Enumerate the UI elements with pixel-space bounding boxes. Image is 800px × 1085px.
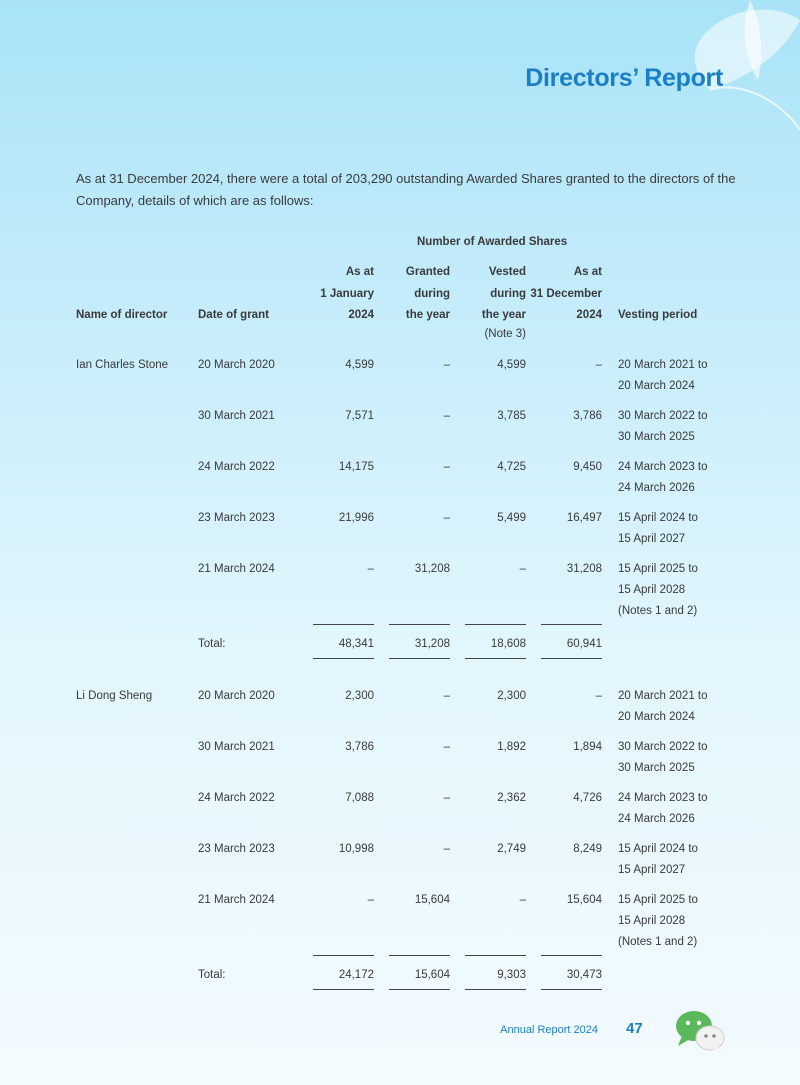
cell-c3: 2,300 — [497, 690, 526, 702]
column-header-c2: during — [414, 288, 450, 300]
vesting-period: (Notes 1 and 2) — [618, 936, 698, 948]
total-label: Total: — [198, 969, 226, 981]
cell-c2: – — [443, 359, 450, 371]
cell-c2: – — [443, 792, 450, 804]
column-header-c1: As at — [345, 266, 374, 278]
cell-c3: – — [519, 894, 526, 906]
cell-c1: 7,571 — [345, 410, 374, 422]
total-underline — [389, 658, 450, 659]
grant-date: 24 March 2022 — [198, 792, 275, 804]
cell-c1: 10,998 — [338, 843, 374, 855]
total-rule — [313, 624, 374, 625]
column-header-c4: As at — [573, 266, 602, 278]
total-rule — [389, 624, 450, 625]
intro-paragraph: As at 31 December 2024, there were a total of 203,290 outstanding Awarded Shares granted to the directors of the Company, details of which are as follows: — [76, 171, 736, 208]
column-header-c2: Granted — [405, 266, 450, 278]
cell-c3: 2,362 — [497, 792, 526, 804]
vesting-period: 20 March 2021 to — [618, 690, 708, 702]
cell-c4: 4,726 — [573, 792, 602, 804]
director-name: Li Dong Sheng — [76, 690, 153, 702]
cell-c1: 3,786 — [345, 741, 374, 753]
vesting-period: (Notes 1 and 2) — [618, 605, 698, 617]
cell-c4: 9,450 — [573, 461, 602, 473]
cell-c3: 3,785 — [497, 410, 526, 422]
vesting-period: 30 March 2022 to — [618, 741, 708, 753]
footer-report-label: Annual Report 2024 — [500, 1024, 598, 1036]
grant-date: 23 March 2023 — [198, 843, 275, 855]
vesting-period: 24 March 2023 to — [618, 792, 708, 804]
column-header-c1: 1 January — [320, 288, 374, 300]
grant-date: 24 March 2022 — [198, 461, 275, 473]
total-c2: 15,604 — [414, 969, 450, 981]
total-c4: 30,473 — [566, 969, 602, 981]
cell-c2: – — [443, 741, 450, 753]
total-underline — [389, 989, 450, 990]
cell-c4: 15,604 — [566, 894, 602, 906]
column-header-name: Name of director — [76, 309, 168, 321]
page-number: 47 — [626, 1020, 643, 1037]
total-c4: 60,941 — [566, 638, 602, 650]
cell-c2: 15,604 — [414, 894, 450, 906]
vesting-period: 15 April 2028 — [618, 584, 686, 596]
total-rule — [389, 955, 450, 956]
total-rule — [541, 624, 602, 625]
grant-date: 30 March 2021 — [198, 410, 275, 422]
cell-c4: – — [595, 359, 602, 371]
vesting-period: 20 March 2021 to — [618, 359, 708, 371]
total-underline — [313, 658, 374, 659]
vesting-period: 30 March 2022 to — [618, 410, 708, 422]
total-c1: 24,172 — [338, 969, 374, 981]
grant-date: 21 March 2024 — [198, 563, 275, 575]
group-header: Number of Awarded Shares — [417, 236, 568, 248]
grant-date: 30 March 2021 — [198, 741, 275, 753]
total-underline — [313, 989, 374, 990]
vesting-period: 20 March 2024 — [618, 711, 695, 723]
vesting-period: 15 April 2028 — [618, 915, 686, 927]
cell-c2: – — [443, 690, 450, 702]
total-rule — [465, 955, 526, 956]
total-c1: 48,341 — [338, 638, 374, 650]
cell-c1: 2,300 — [345, 690, 374, 702]
cell-c4: 1,894 — [573, 741, 602, 753]
vesting-period: 24 March 2026 — [618, 813, 695, 825]
total-rule — [541, 955, 602, 956]
grant-date: 23 March 2023 — [198, 512, 275, 524]
total-rule — [313, 955, 374, 956]
total-underline — [465, 989, 526, 990]
cell-c1: 7,088 — [345, 792, 374, 804]
vesting-period: 15 April 2025 to — [618, 563, 698, 575]
vesting-period: 30 March 2025 — [618, 762, 695, 774]
grant-date: 20 March 2020 — [198, 359, 275, 371]
cell-c2: 31,208 — [414, 563, 450, 575]
cell-c2: – — [443, 512, 450, 524]
column-header-date: Date of grant — [198, 309, 269, 321]
cell-c1: 21,996 — [338, 512, 374, 524]
cell-c3: – — [519, 563, 526, 575]
column-header-c3: Vested — [488, 266, 526, 278]
page-title: Directors’ Report — [525, 64, 723, 92]
cell-c3: 4,725 — [497, 461, 526, 473]
cell-c4: 16,497 — [566, 512, 602, 524]
vesting-period: 15 April 2027 — [618, 533, 686, 545]
cell-c2: – — [443, 461, 450, 473]
cell-c1: 4,599 — [345, 359, 374, 371]
cell-c2: – — [443, 843, 450, 855]
column-header-c3: during — [490, 288, 526, 300]
vesting-period: 24 March 2023 to — [618, 461, 708, 473]
total-underline — [541, 658, 602, 659]
vesting-period: 20 March 2024 — [618, 380, 695, 392]
director-name: Ian Charles Stone — [76, 359, 169, 371]
total-underline — [465, 658, 526, 659]
cell-c3: 5,499 — [497, 512, 526, 524]
cell-c3: 1,892 — [497, 741, 526, 753]
column-header-c3: the year — [481, 309, 526, 321]
column-header-vesting: Vesting period — [618, 309, 698, 321]
total-label: Total: — [198, 638, 226, 650]
chat-bubbles-icon — [672, 1008, 728, 1056]
cell-c3: 4,599 — [497, 359, 526, 371]
cell-c3: 2,749 — [497, 843, 526, 855]
cell-c2: – — [443, 410, 450, 422]
vesting-period: 15 April 2025 to — [618, 894, 698, 906]
vesting-period: 15 April 2027 — [618, 864, 686, 876]
cell-c4: 3,786 — [573, 410, 602, 422]
total-rule — [465, 624, 526, 625]
cell-c4: 31,208 — [566, 563, 602, 575]
column-header-c2: the year — [405, 309, 450, 321]
cell-c4: – — [595, 690, 602, 702]
grant-date: 20 March 2020 — [198, 690, 275, 702]
column-header-c4: 2024 — [576, 309, 602, 321]
cell-c1: – — [367, 894, 374, 906]
column-header-c1: 2024 — [348, 309, 374, 321]
grant-date: 21 March 2024 — [198, 894, 275, 906]
cell-c1: 14,175 — [338, 461, 374, 473]
total-underline — [541, 989, 602, 990]
cell-c4: 8,249 — [573, 843, 602, 855]
column-header-c4: 31 December — [530, 288, 602, 300]
total-c2: 31,208 — [414, 638, 450, 650]
vesting-period: 24 March 2026 — [618, 482, 695, 494]
cell-c1: – — [367, 563, 374, 575]
vesting-period: 15 April 2024 to — [618, 843, 698, 855]
column-header-note: (Note 3) — [484, 328, 526, 340]
vesting-period: 30 March 2025 — [618, 431, 695, 443]
total-c3: 9,303 — [497, 969, 526, 981]
total-c3: 18,608 — [490, 638, 526, 650]
vesting-period: 15 April 2024 to — [618, 512, 698, 524]
